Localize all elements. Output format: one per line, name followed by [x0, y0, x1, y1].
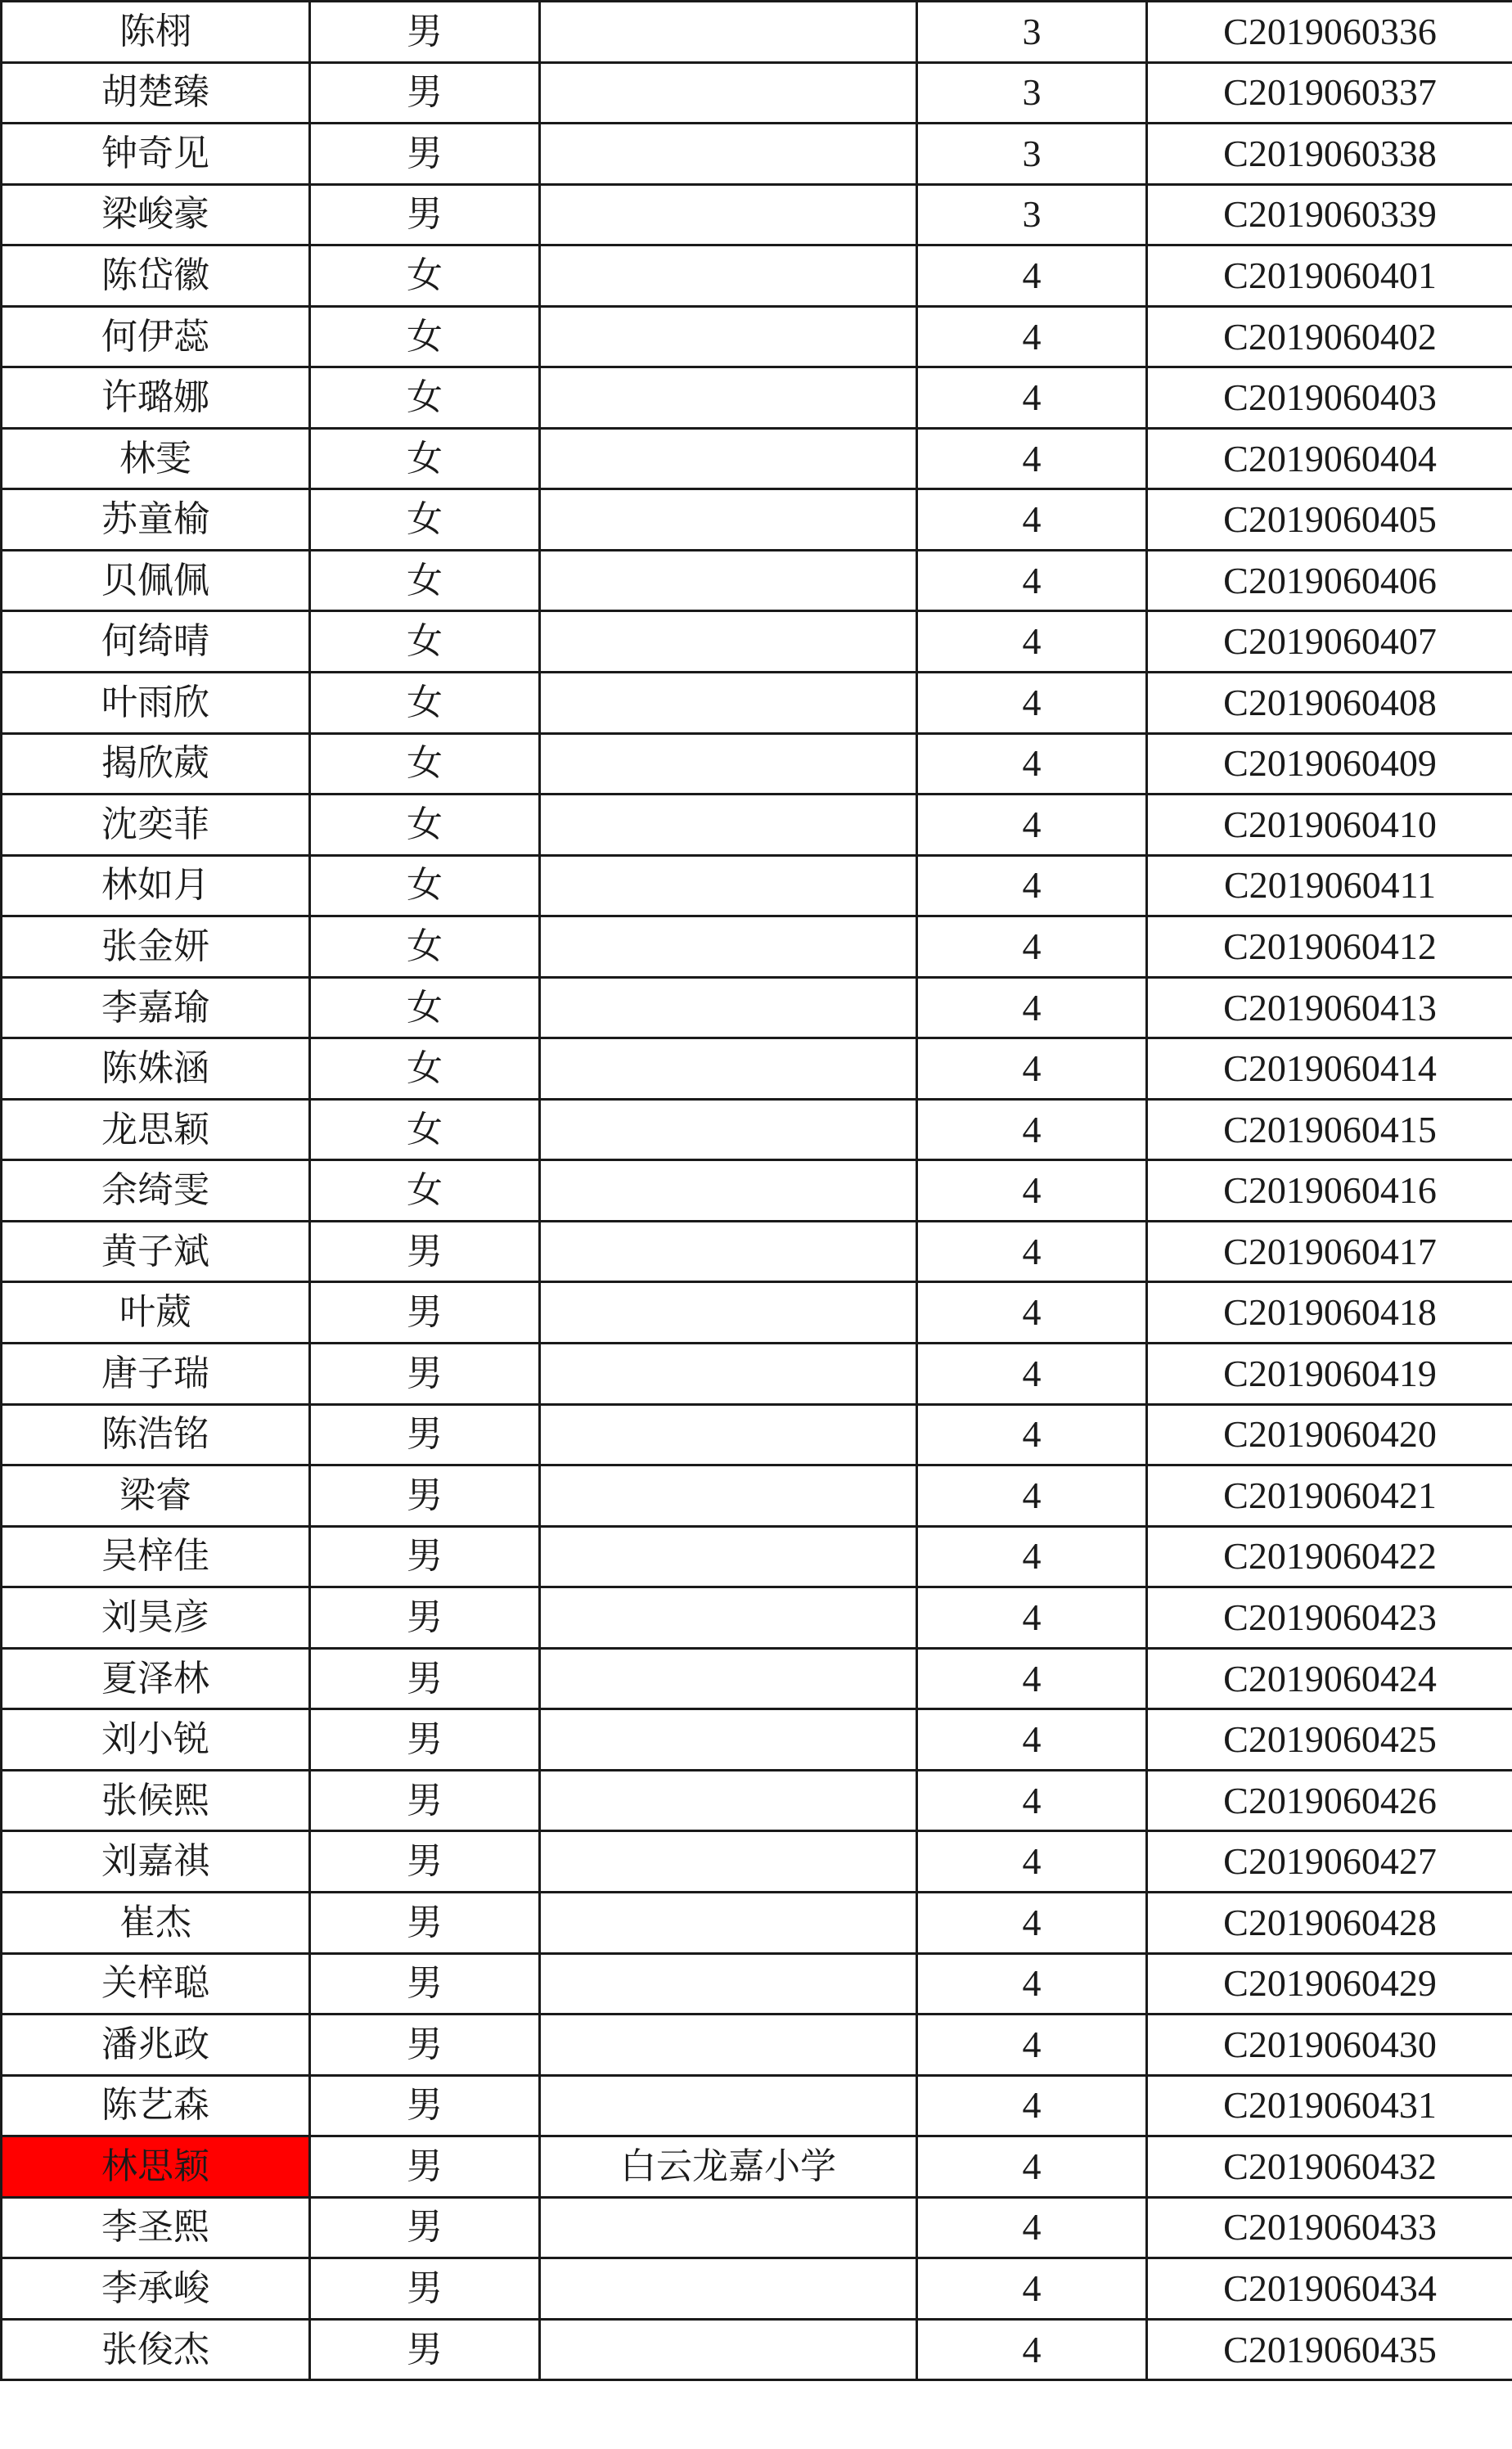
student-id-cell: C2019060430 [1147, 2015, 1512, 2076]
class-cell: 4 [917, 1221, 1147, 1282]
student-id-cell: C2019060429 [1147, 1953, 1512, 2015]
class-cell: 4 [917, 2258, 1147, 2320]
table-row [2, 1465, 1512, 1527]
table-row [2, 124, 1512, 185]
student-id-cell: C2019060420 [1147, 1404, 1512, 1465]
table-row [2, 2319, 1512, 2380]
student-id-cell: C2019060416 [1147, 1160, 1512, 1222]
name-cell: 刘嘉祺 [2, 1831, 310, 1893]
table-row [2, 62, 1512, 124]
table-row [2, 1526, 1512, 1587]
table-row [2, 489, 1512, 551]
table-row [2, 184, 1512, 245]
student-id-cell: C2019060412 [1147, 916, 1512, 978]
table-row [2, 2197, 1512, 2258]
table-row [2, 611, 1512, 673]
table-row [2, 367, 1512, 429]
table-row [2, 733, 1512, 795]
gender-cell: 女 [310, 550, 540, 611]
table-row [2, 1404, 1512, 1465]
school-cell [540, 184, 917, 245]
gender-cell: 男 [310, 1831, 540, 1893]
class-cell: 4 [917, 489, 1147, 551]
gender-cell: 女 [310, 306, 540, 367]
gender-cell: 男 [310, 2258, 540, 2320]
student-id-cell: C2019060406 [1147, 550, 1512, 611]
table-row [2, 306, 1512, 367]
school-cell [540, 124, 917, 185]
school-cell [540, 673, 917, 734]
school-cell [540, 1648, 917, 1709]
class-cell: 4 [917, 855, 1147, 916]
class-cell: 4 [917, 1344, 1147, 1405]
school-cell [540, 2015, 917, 2076]
school-cell [540, 2197, 917, 2258]
student-roster-body [2, 2, 1512, 2380]
class-cell: 3 [917, 62, 1147, 124]
name-cell: 叶葳 [2, 1282, 310, 1344]
gender-cell: 男 [310, 1709, 540, 1771]
class-cell: 4 [917, 673, 1147, 734]
school-cell [540, 1404, 917, 1465]
school-cell [540, 1587, 917, 1649]
student-id-cell: C2019060404 [1147, 428, 1512, 489]
name-cell: 余绮雯 [2, 1160, 310, 1222]
class-cell: 4 [917, 1282, 1147, 1344]
gender-cell: 男 [310, 124, 540, 185]
table-row [2, 1770, 1512, 1831]
student-id-cell: C2019060413 [1147, 977, 1512, 1038]
name-cell: 陈岱徽 [2, 245, 310, 307]
name-cell: 黄子斌 [2, 1221, 310, 1282]
gender-cell: 男 [310, 1282, 540, 1344]
gender-cell: 男 [310, 1221, 540, 1282]
class-cell: 4 [917, 1526, 1147, 1587]
name-cell: 陈浩铭 [2, 1404, 310, 1465]
table-row [2, 2015, 1512, 2076]
student-id-cell: C2019060414 [1147, 1038, 1512, 1100]
table-row [2, 245, 1512, 307]
student-id-cell: C2019060421 [1147, 1465, 1512, 1527]
gender-cell: 男 [310, 2015, 540, 2076]
school-cell [540, 1160, 917, 1222]
table-row [2, 673, 1512, 734]
name-cell: 关梓聪 [2, 1953, 310, 2015]
name-cell: 龙思颖 [2, 1099, 310, 1160]
class-cell: 4 [917, 916, 1147, 978]
school-cell [540, 1526, 917, 1587]
name-cell: 林思颖 [2, 2136, 310, 2198]
student-id-cell: C2019060408 [1147, 673, 1512, 734]
class-cell: 4 [917, 367, 1147, 429]
name-cell: 陈姝涵 [2, 1038, 310, 1100]
school-cell [540, 1344, 917, 1405]
student-id-cell: C2019060338 [1147, 124, 1512, 185]
gender-cell: 女 [310, 977, 540, 1038]
school-cell [540, 1831, 917, 1893]
gender-cell: 男 [310, 1953, 540, 2015]
name-cell: 林如月 [2, 855, 310, 916]
table-row [2, 1099, 1512, 1160]
school-cell [540, 2, 917, 63]
school-cell [540, 733, 917, 795]
class-cell: 4 [917, 1709, 1147, 1771]
class-cell: 4 [917, 2075, 1147, 2136]
gender-cell: 男 [310, 1344, 540, 1405]
gender-cell: 男 [310, 1587, 540, 1649]
gender-cell: 男 [310, 2136, 540, 2198]
name-cell: 陈艺森 [2, 2075, 310, 2136]
gender-cell: 女 [310, 916, 540, 978]
name-cell: 李承峻 [2, 2258, 310, 2320]
table-row [2, 1831, 1512, 1893]
table-row [2, 795, 1512, 856]
class-cell: 4 [917, 795, 1147, 856]
name-cell: 钟奇见 [2, 124, 310, 185]
gender-cell: 男 [310, 62, 540, 124]
gender-cell: 女 [310, 1099, 540, 1160]
school-cell [540, 1099, 917, 1160]
student-id-cell: C2019060424 [1147, 1648, 1512, 1709]
gender-cell: 女 [310, 611, 540, 673]
school-cell [540, 1038, 917, 1100]
class-cell: 4 [917, 245, 1147, 307]
table-row [2, 2075, 1512, 2136]
table-row [2, 1892, 1512, 1953]
gender-cell: 女 [310, 733, 540, 795]
name-cell: 夏泽林 [2, 1648, 310, 1709]
class-cell: 3 [917, 124, 1147, 185]
class-cell: 4 [917, 977, 1147, 1038]
school-cell: 白云龙嘉小学 [540, 2136, 917, 2198]
gender-cell: 男 [310, 1770, 540, 1831]
class-cell: 4 [917, 428, 1147, 489]
table-row [2, 2258, 1512, 2320]
school-cell [540, 916, 917, 978]
student-id-cell: C2019060415 [1147, 1099, 1512, 1160]
student-id-cell: C2019060422 [1147, 1526, 1512, 1587]
student-id-cell: C2019060431 [1147, 2075, 1512, 2136]
gender-cell: 男 [310, 1526, 540, 1587]
name-cell: 刘小锐 [2, 1709, 310, 1771]
school-cell [540, 1282, 917, 1344]
gender-cell: 男 [310, 2197, 540, 2258]
school-cell [540, 245, 917, 307]
class-cell: 4 [917, 1587, 1147, 1649]
name-cell: 苏童榆 [2, 489, 310, 551]
student-id-cell: C2019060432 [1147, 2136, 1512, 2198]
table-row [2, 1160, 1512, 1222]
class-cell: 4 [917, 2197, 1147, 2258]
school-cell [540, 1465, 917, 1527]
table-row [2, 1344, 1512, 1405]
name-cell: 贝佩佩 [2, 550, 310, 611]
class-cell: 4 [917, 1770, 1147, 1831]
table-row [2, 1221, 1512, 1282]
table-row [2, 1953, 1512, 2015]
table-row [2, 1648, 1512, 1709]
student-id-cell: C2019060407 [1147, 611, 1512, 673]
name-cell: 潘兆政 [2, 2015, 310, 2076]
school-cell [540, 2075, 917, 2136]
name-cell: 陈栩 [2, 2, 310, 63]
school-cell [540, 428, 917, 489]
gender-cell: 女 [310, 1038, 540, 1100]
student-id-cell: C2019060433 [1147, 2197, 1512, 2258]
student-id-cell: C2019060410 [1147, 795, 1512, 856]
class-cell: 4 [917, 733, 1147, 795]
name-cell: 梁睿 [2, 1465, 310, 1527]
name-cell: 张金妍 [2, 916, 310, 978]
table-row [2, 2, 1512, 63]
table-row [2, 1587, 1512, 1649]
student-id-cell: C2019060337 [1147, 62, 1512, 124]
class-cell: 4 [917, 2136, 1147, 2198]
table-row [2, 550, 1512, 611]
class-cell: 4 [917, 1099, 1147, 1160]
gender-cell: 女 [310, 795, 540, 856]
class-cell: 4 [917, 2015, 1147, 2076]
school-cell [540, 306, 917, 367]
student-id-cell: C2019060428 [1147, 1892, 1512, 1953]
student-id-cell: C2019060409 [1147, 733, 1512, 795]
student-id-cell: C2019060425 [1147, 1709, 1512, 1771]
name-cell: 吴梓佳 [2, 1526, 310, 1587]
student-id-cell: C2019060418 [1147, 1282, 1512, 1344]
student-id-cell: C2019060423 [1147, 1587, 1512, 1649]
table-row [2, 977, 1512, 1038]
name-cell: 沈奕菲 [2, 795, 310, 856]
gender-cell: 男 [310, 1892, 540, 1953]
name-cell: 胡楚臻 [2, 62, 310, 124]
gender-cell: 男 [310, 2319, 540, 2380]
class-cell: 4 [917, 1404, 1147, 1465]
class-cell: 4 [917, 550, 1147, 611]
student-id-cell: C2019060401 [1147, 245, 1512, 307]
school-cell [540, 550, 917, 611]
class-cell: 4 [917, 1160, 1147, 1222]
class-cell: 4 [917, 1465, 1147, 1527]
table-row [2, 2136, 1512, 2198]
name-cell: 何绮晴 [2, 611, 310, 673]
gender-cell: 女 [310, 245, 540, 307]
class-cell: 4 [917, 1648, 1147, 1709]
table-row [2, 855, 1512, 916]
class-cell: 4 [917, 2319, 1147, 2380]
gender-cell: 男 [310, 1404, 540, 1465]
student-id-cell: C2019060426 [1147, 1770, 1512, 1831]
school-cell [540, 855, 917, 916]
name-cell: 李嘉瑜 [2, 977, 310, 1038]
table-row [2, 428, 1512, 489]
class-cell: 3 [917, 2, 1147, 63]
gender-cell: 女 [310, 1160, 540, 1222]
table-row [2, 916, 1512, 978]
gender-cell: 男 [310, 2, 540, 63]
gender-cell: 男 [310, 184, 540, 245]
class-cell: 4 [917, 611, 1147, 673]
school-cell [540, 2258, 917, 2320]
gender-cell: 女 [310, 489, 540, 551]
gender-cell: 女 [310, 673, 540, 734]
gender-cell: 女 [310, 428, 540, 489]
table-row [2, 1709, 1512, 1771]
name-cell: 李圣熙 [2, 2197, 310, 2258]
school-cell [540, 1221, 917, 1282]
student-id-cell: C2019060402 [1147, 306, 1512, 367]
name-cell: 刘昊彦 [2, 1587, 310, 1649]
school-cell [540, 1953, 917, 2015]
school-cell [540, 977, 917, 1038]
name-cell: 何伊蕊 [2, 306, 310, 367]
class-cell: 4 [917, 1038, 1147, 1100]
class-cell: 4 [917, 1953, 1147, 2015]
name-cell: 林雯 [2, 428, 310, 489]
class-cell: 4 [917, 306, 1147, 367]
name-cell: 揭欣葳 [2, 733, 310, 795]
class-cell: 4 [917, 1892, 1147, 1953]
gender-cell: 男 [310, 2075, 540, 2136]
school-cell [540, 611, 917, 673]
class-cell: 4 [917, 1831, 1147, 1893]
class-cell: 3 [917, 184, 1147, 245]
student-id-cell: C2019060339 [1147, 184, 1512, 245]
student-id-cell: C2019060336 [1147, 2, 1512, 63]
student-id-cell: C2019060427 [1147, 1831, 1512, 1893]
student-id-cell: C2019060417 [1147, 1221, 1512, 1282]
school-cell [540, 62, 917, 124]
table-row [2, 1038, 1512, 1100]
name-cell: 唐子瑞 [2, 1344, 310, 1405]
student-id-cell: C2019060403 [1147, 367, 1512, 429]
name-cell: 叶雨欣 [2, 673, 310, 734]
gender-cell: 男 [310, 1648, 540, 1709]
student-id-cell: C2019060434 [1147, 2258, 1512, 2320]
gender-cell: 女 [310, 855, 540, 916]
school-cell [540, 795, 917, 856]
school-cell [540, 2319, 917, 2380]
table-row [2, 1282, 1512, 1344]
school-cell [540, 1892, 917, 1953]
name-cell: 许璐娜 [2, 367, 310, 429]
school-cell [540, 489, 917, 551]
school-cell [540, 367, 917, 429]
student-id-cell: C2019060419 [1147, 1344, 1512, 1405]
name-cell: 崔杰 [2, 1892, 310, 1953]
name-cell: 张候熙 [2, 1770, 310, 1831]
name-cell: 张俊杰 [2, 2319, 310, 2380]
student-id-cell: C2019060435 [1147, 2319, 1512, 2380]
student-id-cell: C2019060411 [1147, 855, 1512, 916]
school-cell [540, 1770, 917, 1831]
gender-cell: 女 [310, 367, 540, 429]
name-cell: 梁峻豪 [2, 184, 310, 245]
school-cell [540, 1709, 917, 1771]
student-id-cell: C2019060405 [1147, 489, 1512, 551]
gender-cell: 男 [310, 1465, 540, 1527]
